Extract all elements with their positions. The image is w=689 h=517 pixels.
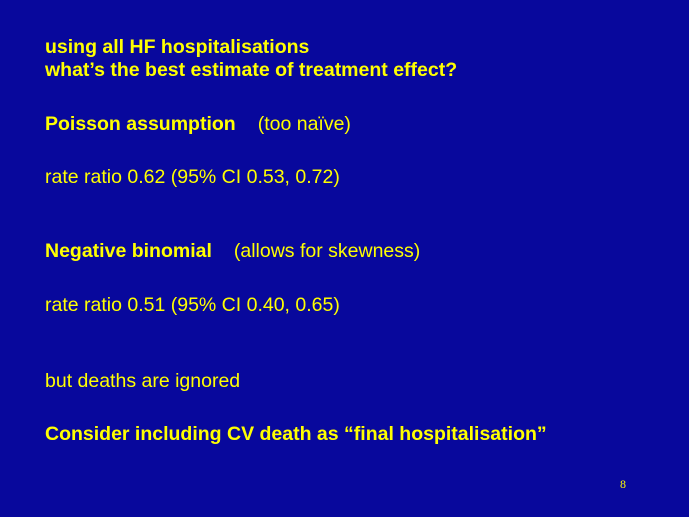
caveat-text: but deaths are ignored [45, 370, 241, 392]
negative-binomial-row [45, 240, 420, 263]
heading-line-2: what’s the best estimate of treatment effect? [45, 59, 458, 81]
negative-binomial-label: Negative binomial [45, 240, 212, 262]
poisson-row [45, 113, 351, 136]
poisson-label: Poisson assumption [45, 113, 236, 135]
heading-line-1: using all HF hospitalisations [45, 36, 310, 58]
negative-binomial-result: rate ratio 0.51 (95% CI 0.40, 0.65) [45, 294, 340, 316]
conclusion-text: Consider including CV death as “final hospitalisation” [45, 423, 547, 445]
negative-binomial-note: (allows for skewness) [233, 240, 421, 262]
page-number: 8 [620, 477, 626, 491]
poisson-result: rate ratio 0.62 (95% CI 0.53, 0.72) [45, 166, 340, 188]
poisson-note: (too naïve) [257, 113, 351, 135]
